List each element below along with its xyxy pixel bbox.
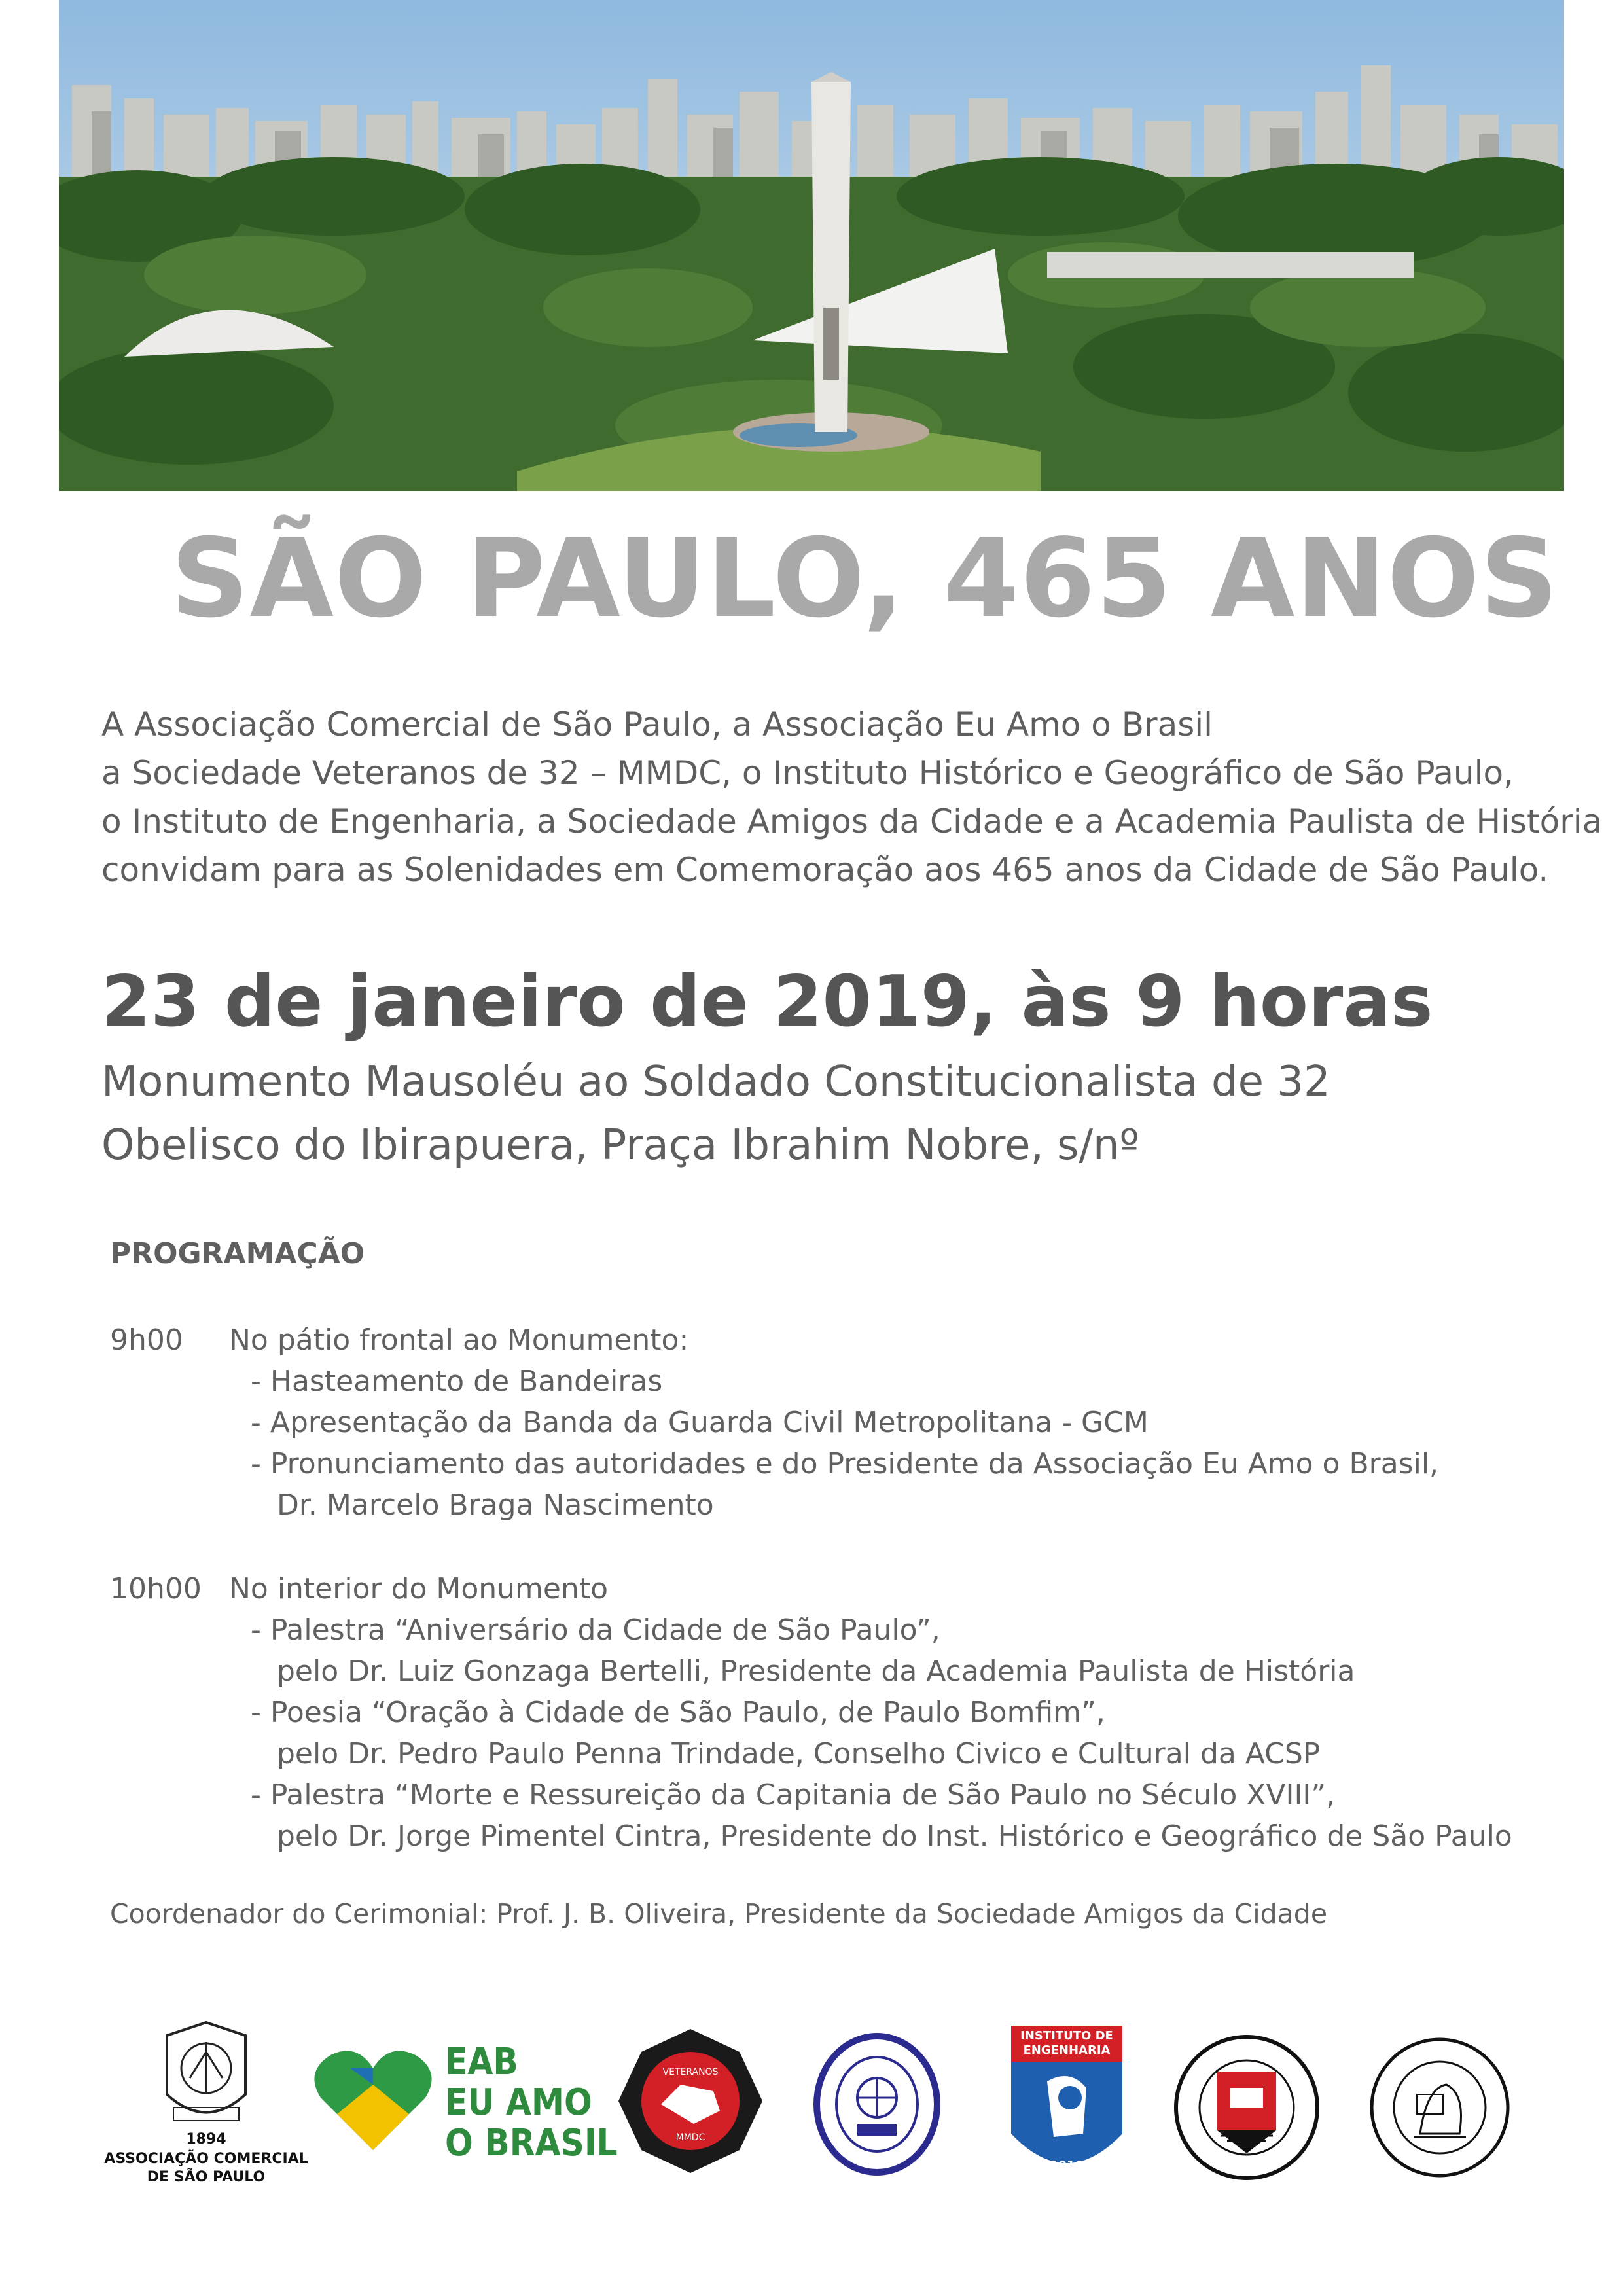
svg-text:MMDC: MMDC [675,2132,705,2143]
ie-year: 1916 [1050,2159,1084,2172]
sac-logo [1171,2032,1322,2185]
ie-wordmark [1008,2029,1126,2058]
acsp-logo [154,2016,259,2143]
acsp-year: 1894 [186,2131,226,2147]
program-item-continued: pelo Dr. Luiz Gonzaga Bertelli, Presidente da Academia Paulista de História [277,1655,1355,1688]
hero-photo [59,0,1564,491]
intro-line: convidam para as Solenidades em Comemoração aos 465 anos da Cidade de São Paulo. [101,851,1549,889]
program-block [110,1568,1582,1857]
program-heading-line: No interior do Monumento [229,1572,609,1605]
program-item: - Palestra “Aniversário da Cidade de São Paulo”, [251,1613,940,1647]
program-item-continued: Dr. Marcelo Braga Nascimento [277,1488,714,1522]
eab-line: EU AMO [445,2081,592,2124]
program-heading-line: No pátio frontal ao Monumento: [229,1323,689,1357]
aph-logo [1368,2036,1512,2182]
eab-heart-icon [311,2045,435,2159]
program-block [110,1319,1582,1526]
intro-line: A Associação Comercial de São Paulo, a Associação Eu Amo o Brasil [101,706,1213,744]
mmdc-logo [615,2026,766,2179]
eab-wordmark [445,2042,618,2164]
intro-line: a Sociedade Veteranos de 32 – MMDC, o Instituto Histórico e Geográfico de São Paulo, [101,754,1514,792]
page-title: SÃO PAULO, 465 ANOS [170,516,1559,642]
coordinator-note: Coordenador do Cerimonial: Prof. J. B. Oliveira, Presidente da Sociedade Amigos da Cidade [110,1898,1328,1929]
program-time: 9h00 [110,1323,183,1357]
ihgsp-logo [812,2032,942,2179]
program-item-continued: pelo Dr. Pedro Paulo Penna Trindade, Conselho Civico e Cultural da ACSP [277,1737,1321,1770]
svg-text:VETERANOS: VETERANOS [662,2067,719,2077]
event-date: 23 de janeiro de 2019, às 9 horas [101,961,1433,1043]
event-location [101,1050,1330,1177]
acsp-caption-line: DE SÃO PAULO [147,2169,266,2185]
program-heading: PROGRAMAÇÃO [110,1237,365,1270]
intro-paragraph [101,700,1603,894]
program-item-continued: pelo Dr. Jorge Pimentel Cintra, Presidente do Inst. Histórico e Geográfico de São Paulo [277,1820,1512,1853]
intro-line: o Instituto de Engenharia, a Sociedade Amigos da Cidade e a Academia Paulista de História [101,802,1603,840]
eab-line: O BRASIL [445,2122,618,2164]
eab-line: EAB [445,2041,518,2083]
program-item: - Hasteamento de Bandeiras [251,1365,663,1398]
program-item: - Palestra “Morte e Ressureição da Capitania de São Paulo no Século XVIII”, [251,1778,1336,1812]
program-time: 10h00 [110,1572,202,1605]
program-item: - Apresentação da Banda da Guarda Civil Metropolitana - GCM [251,1406,1149,1439]
location-line: Monumento Mausoléu ao Soldado Constitucionalista de 32 [101,1058,1330,1106]
program-item: - Pronunciamento das autoridades e do Presidente da Associação Eu Amo o Brasil, [251,1447,1439,1480]
ie-line: INSTITUTO DE [1020,2029,1113,2043]
program-item: - Poesia “Oração à Cidade de São Paulo, de Paulo Bomfim”, [251,1696,1105,1729]
ie-line: ENGENHARIA [1023,2043,1111,2057]
sponsor-logos [98,2009,1538,2219]
acsp-caption [98,2150,314,2187]
acsp-caption-line: ASSOCIAÇÃO COMERCIAL [104,2151,308,2167]
location-line: Obelisco do Ibirapuera, Praça Ibrahim Nobre, s/nº [101,1121,1139,1170]
